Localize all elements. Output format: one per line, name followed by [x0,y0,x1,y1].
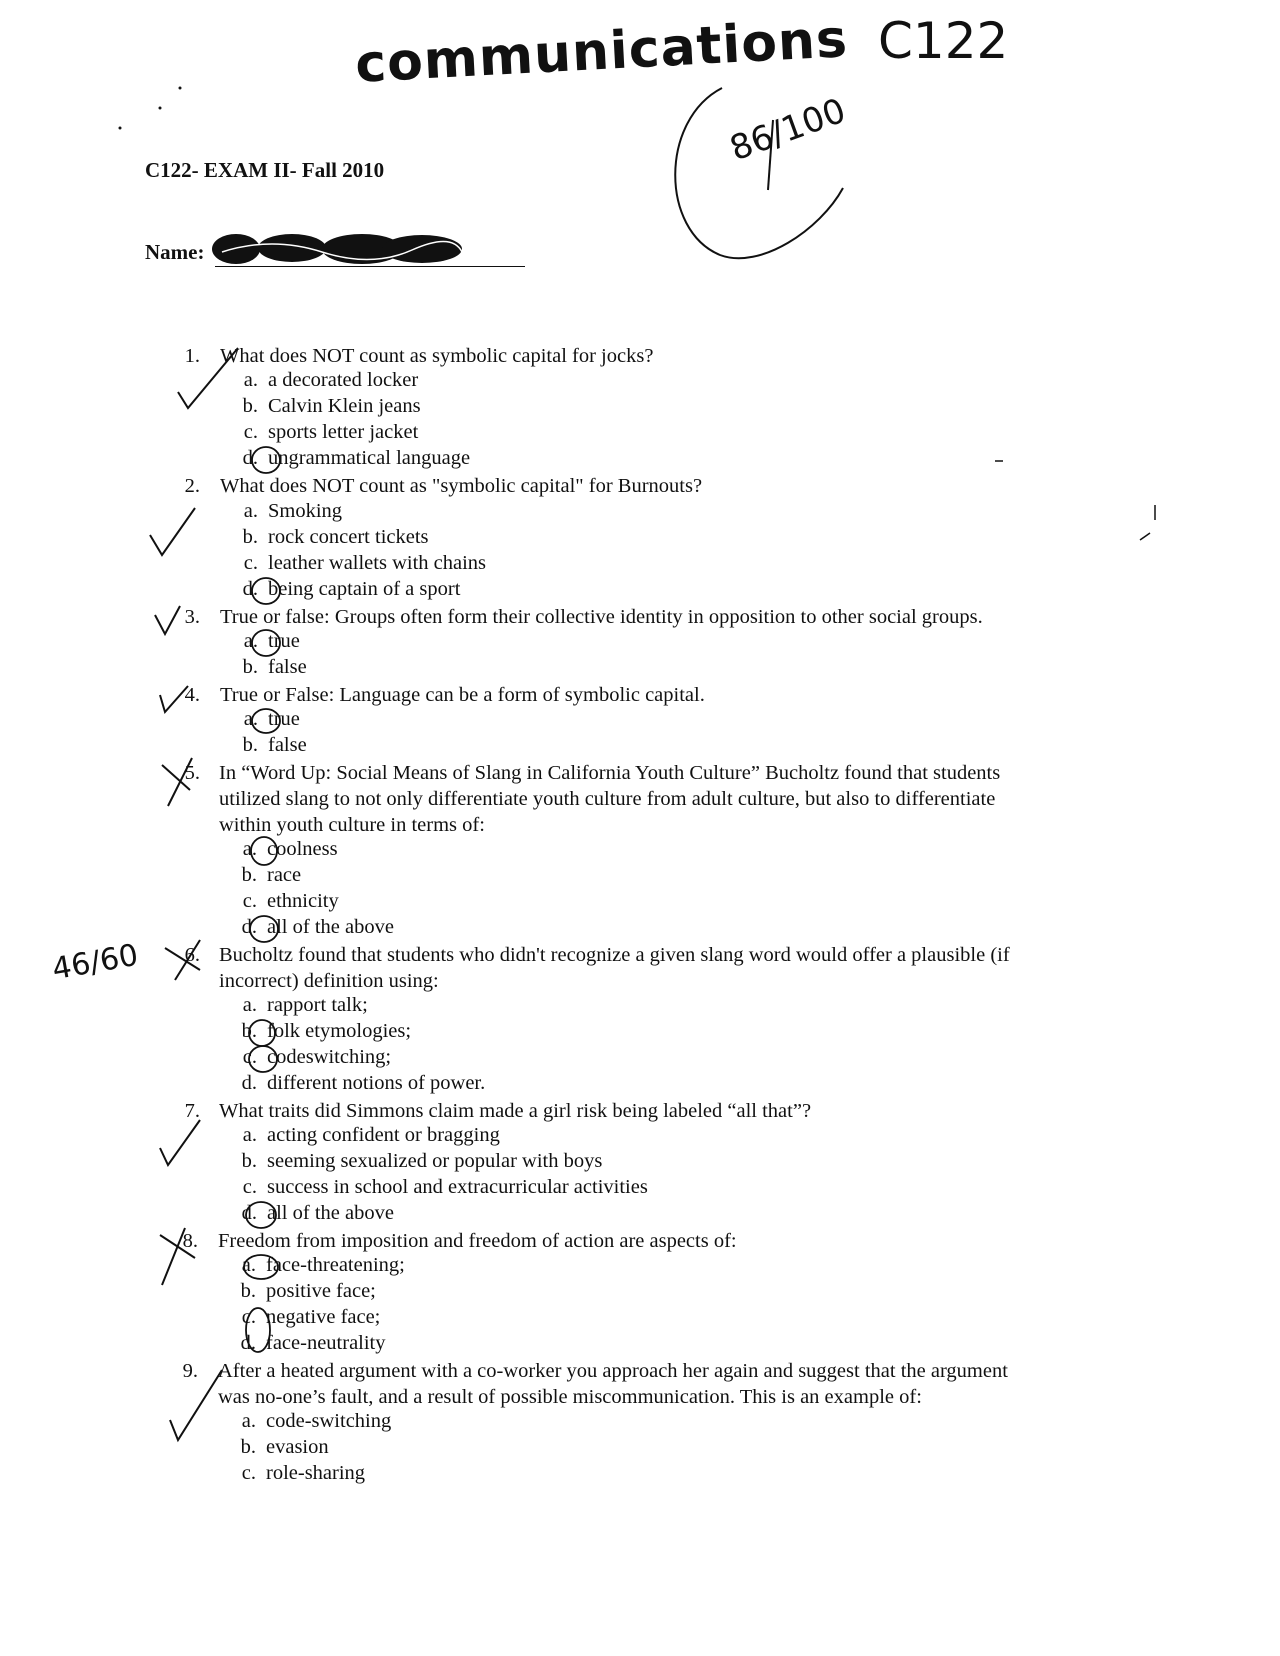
question-number: 9. [182,1360,198,1382]
x-mark-icon [165,940,200,980]
option-4b: b. false [242,734,307,756]
checkmark-icon [150,508,195,555]
checkmark-icon [160,1120,200,1165]
question-stem: True or False: Language can be a form of symbolic capital. [220,684,705,706]
option-1d: d. ungrammatical language [242,447,471,469]
option-5d: d. all of the above [241,916,394,938]
option-2a: a. Smoking [243,500,343,522]
question-stem: Freedom from imposition and freedom of action are aspects of: [218,1230,737,1252]
question-number: 1. [184,345,200,367]
handwritten-course-code: C122 [878,12,1009,70]
option-9b: b. evasion [240,1436,329,1458]
question-stem-line-3: within youth culture in terms of: [219,814,485,836]
question-stem-line-1: After a heated argument with a co-worker you approach her again and suggest that the argument [218,1360,1008,1382]
question-stem-line-1: In “Word Up: Social Means of Slang in California Youth Culture” Bucholtz found that students [219,762,1001,784]
option-2d: d. being captain of a sport [242,578,461,600]
question-number: 8. [182,1230,198,1252]
question-stem: What traits did Simmons claim made a girl risk being labeled “all that”? [219,1100,812,1122]
handwritten-course-title: communications [353,9,850,95]
option-5c: c. ethnicity [242,890,339,912]
option-7d: d. all of the above [241,1202,394,1224]
checkmark-icon [160,686,188,712]
option-6b: b. folk etymologies; [241,1020,412,1042]
question-stem-line-2: was no-one’s fault, and a result of possible miscommunication. This is an example of: [218,1386,922,1408]
option-7c: c. success in school and extracurricular activities [242,1176,648,1198]
question-number: 4. [184,684,200,706]
option-8d: d. face-neutrality [240,1332,386,1354]
name-label: Name: [145,240,205,264]
option-6c: c. codeswitching; [242,1046,392,1068]
option-5a: a. coolness [242,838,338,860]
checkmark-icon [178,348,238,408]
question-stem: What does NOT count as symbolic capital for jocks? [220,345,654,367]
x-mark-icon [162,758,192,806]
option-1c: c. sports letter jacket [243,421,419,443]
handwritten-total-score: 86/100 [724,90,851,170]
question-stem: What does NOT count as "symbolic capital" for Burnouts? [220,475,703,497]
option-8b: b. positive face; [240,1280,376,1302]
question-number: 6. [184,944,200,966]
handwritten-section-score: 46/60 [49,937,141,988]
option-8a: a. face-threatening; [241,1254,405,1276]
question-stem-line-2: incorrect) definition using: [219,970,439,992]
option-4a: a. true [243,708,300,730]
option-7a: a. acting confident or bragging [242,1124,500,1146]
question-stem-line-2: utilized slang to not only differentiate youth culture from adult culture, but also to differentiate [219,788,996,810]
question-stem-line-1: Bucholtz found that students who didn't recognize a given slang word would offer a plausible (if [219,944,1010,966]
question-number: 3. [184,606,200,628]
option-2c: c. leather wallets with chains [243,552,487,574]
checkmark-icon [155,606,180,634]
question-stem: True or false: Groups often form their collective identity in opposition to other social groups. [220,606,983,628]
question-number: 7. [184,1100,200,1122]
option-6a: a. rapport talk; [242,994,368,1016]
option-1a: a. a decorated locker [243,369,419,391]
option-6d: d. different notions of power. [241,1072,486,1094]
question-number: 2. [184,475,200,497]
option-2b: b. rock concert tickets [242,526,429,548]
option-7b: b. seeming sexualized or popular with boys [241,1150,603,1172]
question-number: 5. [184,762,200,784]
option-3b: b. false [242,656,307,678]
option-1b: b. Calvin Klein jeans [242,395,421,417]
checkmark-icon [170,1370,222,1440]
option-5b: b. race [241,864,302,886]
x-mark-icon [160,1228,195,1285]
option-9a: a. code-switching [241,1410,392,1432]
exam-title: C122- EXAM II- Fall 2010 [145,158,385,182]
option-8c: c. negative face; [241,1306,381,1328]
option-3a: a. true [243,630,300,652]
option-9c: c. role-sharing [241,1462,366,1484]
